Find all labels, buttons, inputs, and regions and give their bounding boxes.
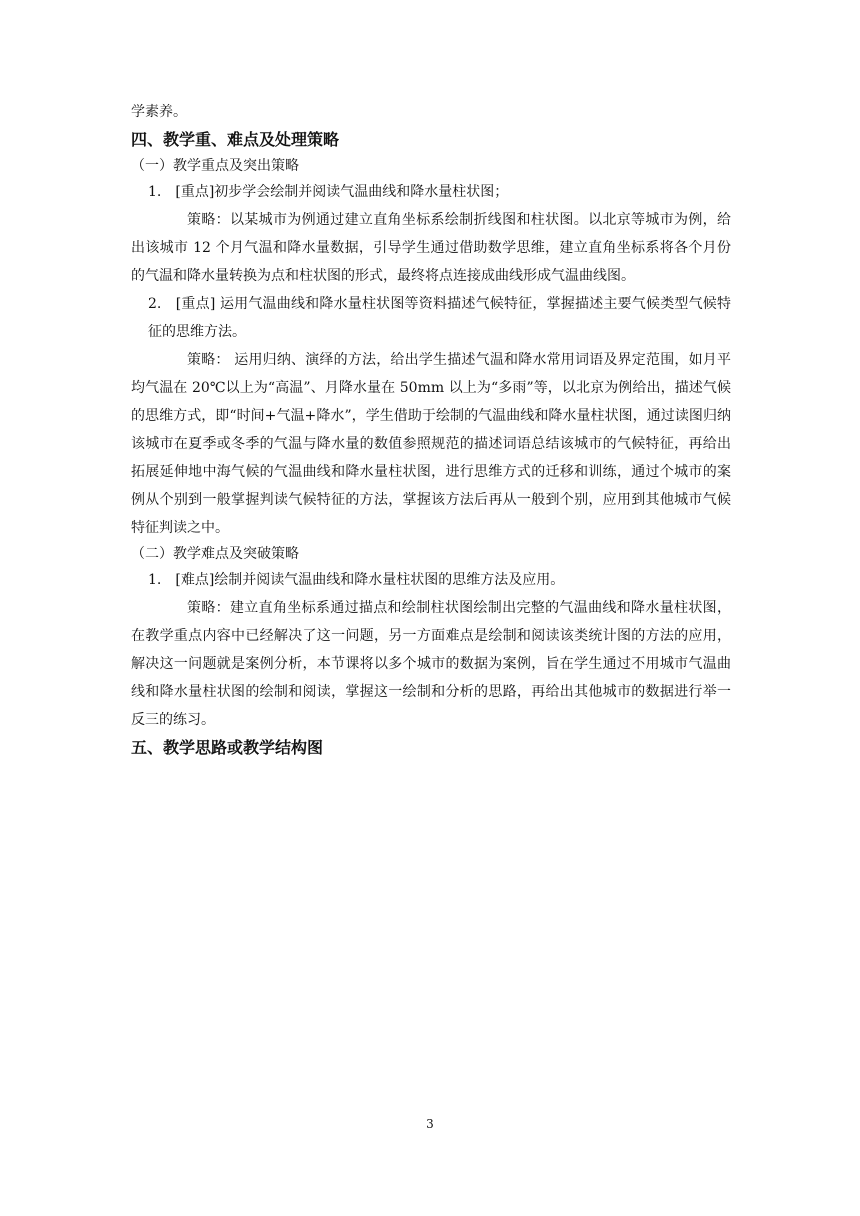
subsection-heading-key-points: （一）教学重点及突出策略 <box>131 158 299 174</box>
difficulty-1: 1. [难点]绘制并阅读气温曲线和降水量柱状图的思维方法及应用。 <box>148 572 565 588</box>
section-heading-4: 四、教学重、难点及处理策略 <box>131 130 340 149</box>
key-point-1-strategy: 策略：以某城市为例通过建立直角坐标系绘制折线图和柱状图。以北京等城市为例，给出该城市 12 个月气温和降水量数据，引导学生通过借助数学思维，建立直角坐标系将各个月份的气温和降水量转换为点和柱状图的形式，最终将点连接成曲线形成气温曲线图。 <box>131 212 731 284</box>
page-content <box>131 98 731 762</box>
continuation-text: 学素养。 <box>131 104 187 120</box>
page-number: 3 <box>426 1117 434 1131</box>
section-heading-5: 五、教学思路或教学结构图 <box>131 738 324 757</box>
key-point-2: 2. [重点] 运用气温曲线和降水量柱状图等资料描述气候特征，掌握描述主要气候类型气候特征的思维方法。 <box>148 296 731 340</box>
key-point-1: 1. [重点]初步学会绘制并阅读气温曲线和降水量柱状图； <box>148 184 509 200</box>
subsection-heading-difficulties: （二）教学难点及突破策略 <box>131 546 299 562</box>
key-point-2-strategy: 策略： 运用归纳、演绎的方法，给出学生描述气温和降水常用词语及界定范围，如月平均气温在 20℃以上为“高温”、月降水量在 50mm 以上为“多雨”等，以北京为例给出，描述气候的思维方式，即“时间+气温+降水”，学生借助于绘制的气温曲线和降水量柱状图，通过读图归纳该城市在夏季或冬季的气温与降水量的数值参照规范的描述词语总结该城市的气候特征，再给出拓展延伸地中海气候的气温曲线和降水量柱状图，进行思维方式的迁移和训练，通过个城市的案例从个别到一般掌握判读气候特征的方法，掌握该方法后再从一般到个别，应用到其他城市气候特征判读之中。 <box>131 352 731 536</box>
difficulty-1-strategy: 策略：建立直角坐标系通过描点和绘制柱状图绘制出完整的气温曲线和降水量柱状图，在教学重点内容中已经解决了这一问题，另一方面难点是绘制和阅读该类统计图的方法的应用，解决这一问题就是案例分析，本节课将以多个城市的数据为案例，旨在学生通过不用城市气温曲线和降水量柱状图的绘制和阅读，掌握这一绘制和分析的思路，再给出其他城市的数据进行举一反三的练习。 <box>131 600 731 728</box>
